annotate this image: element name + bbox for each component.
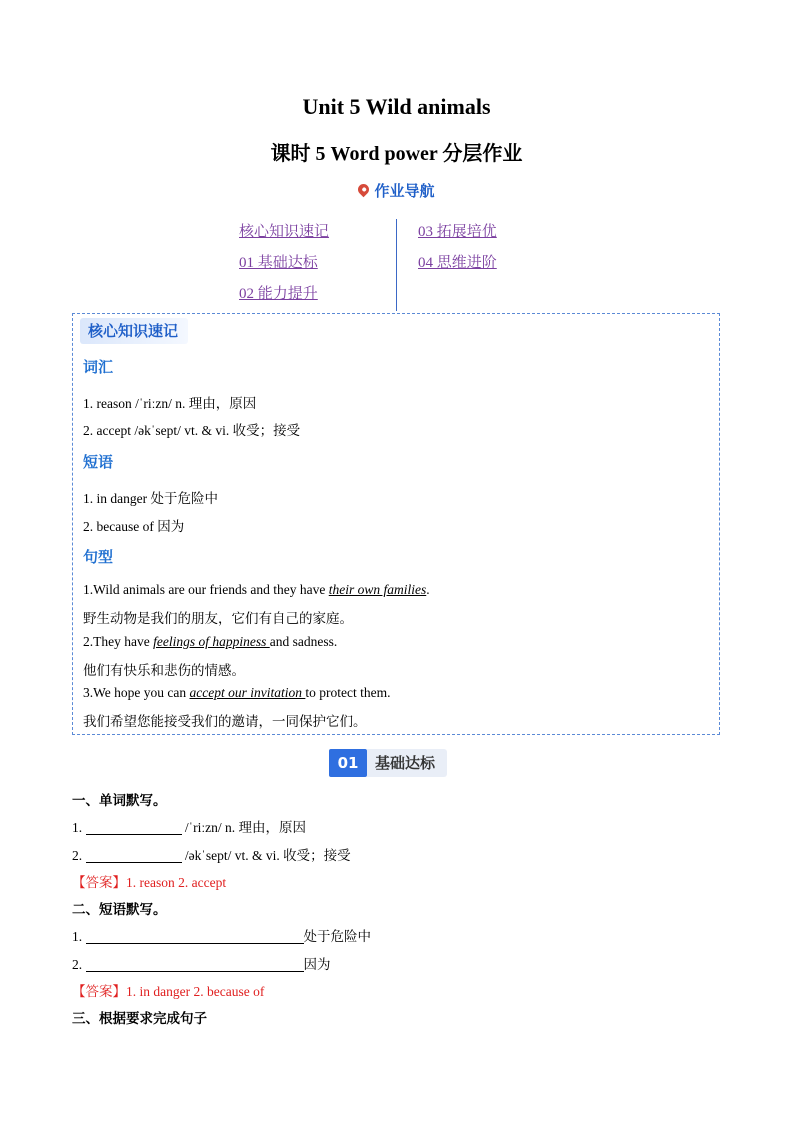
vocab-item: 1. reason /ˈriːzn/ n. 理由，原因 [83, 396, 257, 411]
sentence-text: . [426, 582, 430, 597]
sentence-text: 3.We hope you can [83, 685, 190, 700]
sentence-text: to protect them. [305, 685, 391, 700]
item-number: 2. [72, 957, 86, 972]
phrase-item: 1. in danger 处于危险中 [83, 491, 218, 506]
item-number: 2. [72, 848, 86, 863]
sentence-fill: accept our invitation [189, 685, 306, 700]
page-title: Unit 5 Wild animals [302, 94, 491, 119]
nav-link-04[interactable]: 04 思维进阶 [418, 255, 497, 271]
answer-blank[interactable] [86, 957, 304, 972]
question-item [72, 844, 351, 864]
nav-link-02[interactable]: 02 能力提升 [239, 286, 318, 302]
question-heading: 一、单词默写。 [72, 793, 167, 809]
answer-key: 【答案】1. reason 2. accept [72, 875, 227, 890]
phrase-heading: 短语 [83, 453, 114, 471]
item-text: /əkˈsept/ vt. & vi. 收受；接受 [181, 848, 351, 863]
sentence-text: and sadness. [269, 634, 338, 649]
sentence-fill: their own families [328, 582, 427, 597]
item-number: 1. [72, 820, 86, 835]
answer-blank[interactable] [86, 820, 182, 835]
nav-divider [396, 219, 397, 311]
question-heading: 二、短语默写。 [72, 902, 167, 918]
question-item [72, 953, 331, 973]
phrase-item: 2. because of 因为 [83, 519, 185, 534]
sentence-item [83, 582, 430, 598]
nav-link-core[interactable]: 核心知识速记 [239, 224, 330, 240]
question-heading: 三、根据要求完成句子 [72, 1011, 207, 1027]
sentence-fill: feelings of happiness [153, 634, 270, 649]
question-item [72, 925, 371, 945]
item-number: 1. [72, 929, 86, 944]
item-text: 因为 [303, 957, 331, 972]
core-knowledge-tab: 核心知识速记 [80, 318, 188, 344]
question-item [72, 816, 306, 836]
nav-heading [0, 180, 793, 201]
sentence-text: 2.They have [83, 634, 154, 649]
item-text: 处于危险中 [303, 929, 371, 944]
sentence-translation: 我们希望您能接受我们的邀请，一同保护它们。 [83, 714, 367, 729]
vocab-heading: 词汇 [83, 358, 114, 376]
sentence-item [83, 634, 337, 650]
answer-blank[interactable] [86, 848, 182, 863]
nav-link-01[interactable]: 01 基础达标 [239, 255, 318, 271]
sentence-text: 1.Wild animals are our friends and they have [83, 582, 329, 597]
vocab-item: 2. accept /əkˈsept/ vt. & vi. 收受；接受 [83, 423, 301, 438]
sentence-heading: 句型 [83, 548, 114, 566]
answer-key: 【答案】1. in danger 2. because of [72, 984, 265, 999]
section-label: 基础达标 [367, 749, 447, 777]
item-text: /ˈriːzn/ n. 理由，原因 [181, 820, 306, 835]
sentence-item [83, 685, 390, 701]
page-subtitle: 课时 5 Word power 分层作业 [270, 143, 523, 165]
section-number: 01 [329, 749, 367, 777]
answer-blank[interactable] [86, 929, 304, 944]
location-pin-icon [356, 182, 372, 198]
nav-heading-label: 作业导航 [374, 182, 435, 200]
sentence-translation: 野生动物是我们的朋友，它们有自己的家庭。 [83, 611, 353, 626]
nav-link-03[interactable]: 03 拓展培优 [418, 224, 497, 240]
section-01-badge [329, 749, 447, 777]
sentence-translation: 他们有快乐和悲伤的情感。 [83, 663, 245, 678]
